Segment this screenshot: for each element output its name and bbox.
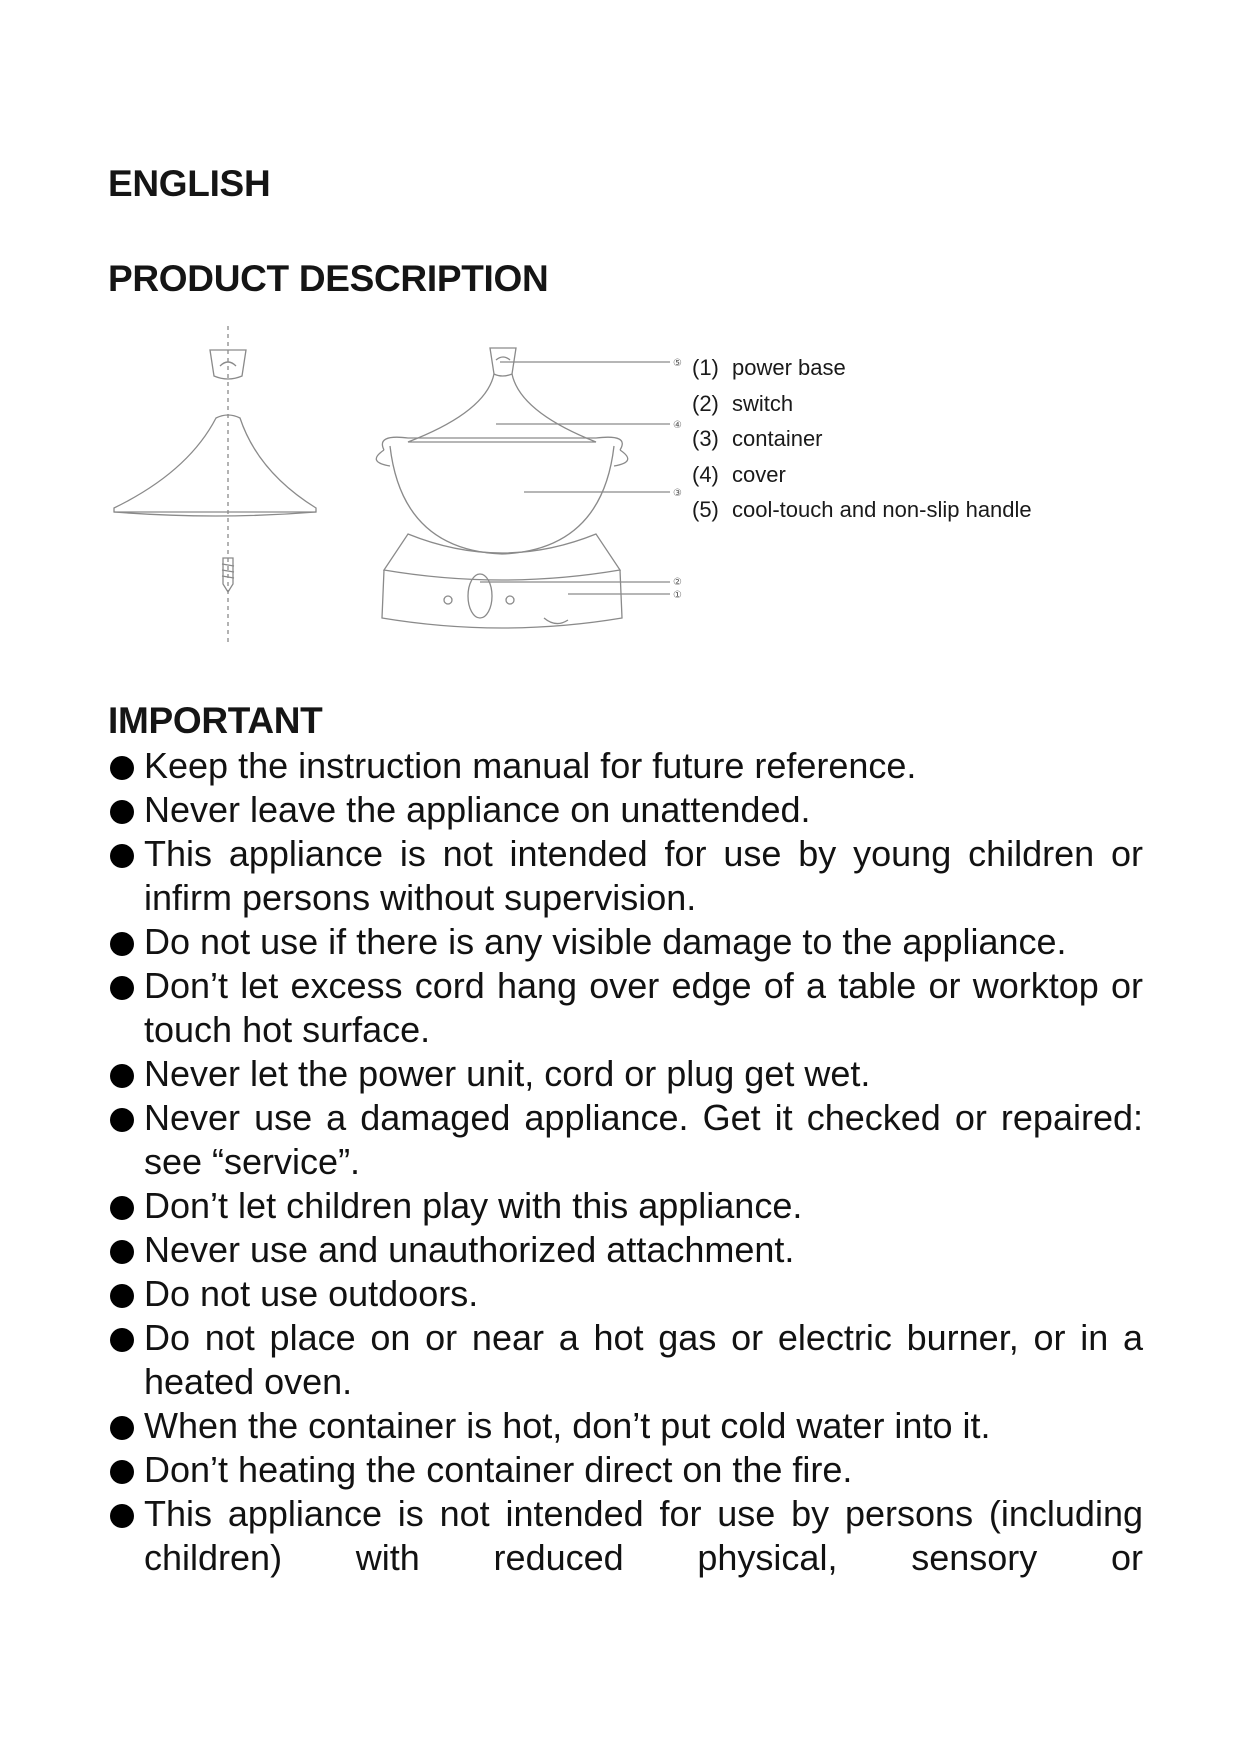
language-heading: ENGLISH: [108, 163, 271, 204]
bullet-icon: [110, 932, 134, 956]
legend-item: [692, 353, 1032, 389]
product-diagram: [108, 322, 688, 652]
parts-legend: [692, 353, 1032, 531]
list-item: Keep the instruction manual for future reference.: [108, 744, 1143, 788]
bullet-icon: [110, 976, 134, 1000]
bullet-icon: [110, 844, 134, 868]
bullet-icon: [110, 1064, 134, 1088]
product-description-heading: PRODUCT DESCRIPTION: [108, 258, 549, 299]
list-item: Don’t let children play with this appliance.: [108, 1184, 1143, 1228]
callout-marker-1: ①: [673, 590, 682, 601]
list-item: Don’t let excess cord hang over edge of a table or worktop or touch hot surface.: [108, 964, 1143, 1052]
list-item: Do not use outdoors.: [108, 1272, 1143, 1316]
callout-marker-3: ③: [673, 488, 682, 499]
list-item: When the container is hot, don’t put cold water into it.: [108, 1404, 1143, 1448]
callout-marker-2: ②: [673, 577, 682, 588]
bullet-icon: [110, 1328, 134, 1352]
legend-number: (3): [692, 426, 719, 451]
legend-item: [692, 495, 1032, 531]
list-item: Never let the power unit, cord or plug get wet.: [108, 1052, 1143, 1096]
legend-label: container: [732, 426, 823, 451]
bullet-icon: [110, 756, 134, 780]
callout-marker-5: ⑤: [673, 358, 682, 369]
bullet-icon: [110, 1460, 134, 1484]
bullet-icon: [110, 800, 134, 824]
exploded-lid-drawing: [114, 326, 316, 644]
legend-item: [692, 424, 1032, 460]
legend-number: (2): [692, 390, 719, 416]
list-item: Never use a damaged appliance. Get it checked or repaired: see “service”.: [108, 1096, 1143, 1184]
list-item: This appliance is not intended for use by young children or infirm persons without supervision.: [108, 832, 1143, 920]
legend-number: (5): [692, 497, 719, 522]
callout-leader-lines: [480, 362, 670, 594]
legend-item: [692, 460, 1032, 496]
legend-label: cool-touch and non-slip handle: [732, 497, 1032, 522]
bullet-icon: [110, 1196, 134, 1220]
list-item: Never use and unauthorized attachment.: [108, 1228, 1143, 1272]
list-item: Don’t heating the container direct on the fire.: [108, 1448, 1143, 1492]
legend-number: (4): [692, 461, 719, 487]
bullet-icon: [110, 1284, 134, 1308]
callout-marker-4: ④: [673, 420, 682, 431]
list-item: This appliance is not intended for use by persons (including children) with reduced physical, sensory or: [108, 1492, 1143, 1580]
assembled-appliance-drawing: [376, 348, 627, 628]
legend-item: [692, 389, 1032, 425]
bullet-icon: [110, 1416, 134, 1440]
list-item: Do not place on or near a hot gas or electric burner, or in a heated oven.: [108, 1316, 1143, 1404]
list-item: Never leave the appliance on unattended.: [108, 788, 1143, 832]
legend-label: switch: [732, 390, 794, 416]
legend-label: cover: [732, 461, 786, 487]
list-item: Do not use if there is any visible damage to the appliance.: [108, 920, 1143, 964]
legend-label: power base: [732, 355, 846, 380]
important-list: [108, 744, 1143, 1580]
bullet-icon: [110, 1240, 134, 1264]
legend-number: (1): [692, 355, 719, 380]
bullet-icon: [110, 1504, 134, 1528]
bullet-icon: [110, 1108, 134, 1132]
important-heading: IMPORTANT: [108, 700, 323, 741]
